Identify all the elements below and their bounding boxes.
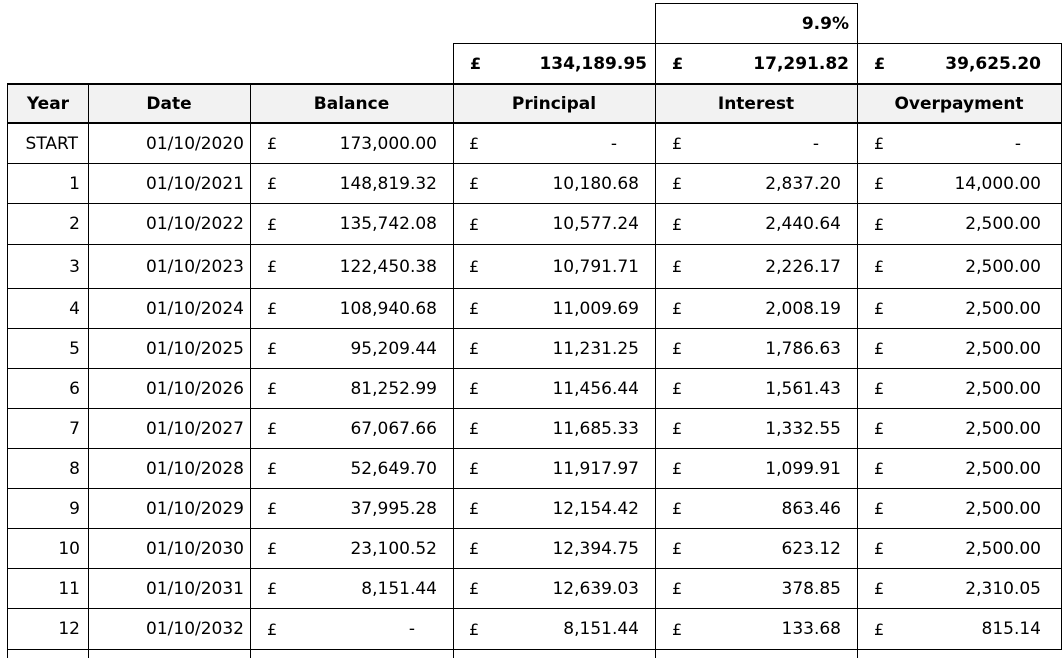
balance-cell[interactable] (250, 204, 454, 245)
interest-rate: 9.9% (801, 13, 849, 34)
currency-symbol: £ (267, 619, 278, 639)
principal-cell[interactable] (453, 489, 656, 529)
principal-value: 10,791.71 (552, 256, 639, 277)
currency-symbol: £ (672, 459, 683, 478)
currency-symbol: £ (267, 499, 278, 518)
interest-cell[interactable] (655, 449, 858, 489)
header-principal[interactable]: Principal (453, 83, 656, 124)
principal-cell[interactable] (453, 449, 656, 489)
interest-cell[interactable] (655, 164, 858, 204)
currency-symbol: £ (874, 379, 885, 398)
year-value: 10 (58, 538, 80, 559)
interest-value: 2,440.64 (765, 214, 841, 234)
currency-symbol: £ (469, 579, 480, 598)
year-value: 7 (69, 418, 80, 439)
currency-symbol: £ (672, 214, 683, 234)
overpayment-cell[interactable] (857, 529, 1062, 569)
principal-cell[interactable] (453, 409, 656, 449)
principal-cell[interactable] (453, 204, 656, 245)
date-value: 01/10/2025 (146, 338, 244, 359)
currency-symbol: £ (469, 339, 480, 358)
date-value: 01/10/2026 (146, 378, 244, 399)
currency-symbol: £ (267, 379, 278, 398)
balance-cell[interactable] (250, 569, 454, 609)
overpayment-cell[interactable] (857, 569, 1062, 609)
balance-cell[interactable] (250, 449, 454, 489)
currency-symbol: £ (469, 299, 480, 318)
year-cell[interactable] (7, 164, 89, 204)
total-interest: 17,291.82 (753, 53, 849, 74)
currency-symbol: £ (469, 619, 480, 639)
currency-symbol: £ (672, 339, 683, 358)
principal-value: 12,394.75 (552, 538, 639, 559)
interest-cell[interactable] (655, 124, 858, 164)
principal-value: 8,151.44 (563, 619, 639, 639)
year-value: 3 (69, 256, 80, 277)
date-cell[interactable] (88, 204, 251, 245)
overpayment-value: 2,500.00 (965, 458, 1041, 479)
year-value: 5 (69, 338, 80, 359)
interest-cell[interactable] (655, 204, 858, 245)
column-divider (857, 650, 858, 658)
principal-value: 11,685.33 (552, 418, 639, 439)
balance-value: 135,742.08 (339, 214, 437, 234)
year-value: 2 (69, 214, 80, 234)
currency-symbol: £ (672, 54, 684, 73)
currency-symbol: £ (874, 499, 885, 518)
balance-cell[interactable] (250, 409, 454, 449)
principal-value: 10,577.24 (552, 214, 639, 234)
balance-value: 95,209.44 (350, 338, 437, 359)
interest-cell[interactable] (655, 369, 858, 409)
balance-cell[interactable] (250, 609, 454, 650)
interest-value: 863.46 (781, 498, 841, 519)
currency-symbol: £ (267, 299, 278, 318)
principal-cell[interactable] (453, 289, 656, 329)
currency-symbol: £ (672, 257, 683, 276)
header-overpayment[interactable]: Overpayment (857, 83, 1062, 124)
interest-value: 1,561.43 (765, 378, 841, 399)
overpayment-cell[interactable] (857, 449, 1062, 489)
interest-value: 1,786.63 (765, 338, 841, 359)
currency-symbol: £ (469, 134, 480, 153)
interest-cell[interactable] (655, 289, 858, 329)
overpayment-value: - (1014, 133, 1021, 154)
overpayment-cell[interactable] (857, 489, 1062, 529)
currency-symbol: £ (469, 419, 480, 438)
balance-cell[interactable] (250, 289, 454, 329)
table-row-partial (7, 650, 8, 658)
overpayment-cell[interactable] (857, 124, 1062, 164)
currency-symbol: £ (267, 339, 278, 358)
balance-value: 67,067.66 (350, 418, 437, 439)
year-cell[interactable] (7, 204, 89, 245)
overpayment-value: 815.14 (981, 619, 1041, 639)
balance-cell[interactable] (250, 489, 454, 529)
currency-symbol: £ (267, 539, 278, 558)
interest-cell[interactable] (655, 609, 858, 650)
balance-cell[interactable] (250, 164, 454, 204)
year-value: 6 (69, 378, 80, 399)
balance-value: 148,819.32 (339, 173, 437, 194)
year-value: 1 (69, 173, 80, 194)
currency-symbol: £ (470, 54, 482, 73)
overpayment-value: 14,000.00 (954, 173, 1041, 194)
principal-cell[interactable] (453, 369, 656, 409)
interest-cell[interactable] (655, 245, 858, 289)
column-divider (88, 650, 89, 658)
year-cell[interactable] (7, 529, 89, 569)
date-cell[interactable] (88, 529, 251, 569)
interest-cell[interactable] (655, 329, 858, 369)
year-cell[interactable] (7, 569, 89, 609)
header-balance[interactable]: Balance (250, 83, 454, 124)
balance-value: 81,252.99 (350, 378, 437, 399)
balance-cell[interactable] (250, 529, 454, 569)
date-cell[interactable] (88, 569, 251, 609)
currency-symbol: £ (672, 299, 683, 318)
date-cell[interactable] (88, 245, 251, 289)
currency-symbol: £ (874, 174, 885, 193)
overpayment-cell[interactable] (857, 289, 1062, 329)
interest-cell[interactable] (655, 529, 858, 569)
interest-value: 2,008.19 (765, 298, 841, 319)
date-cell[interactable] (88, 489, 251, 529)
balance-value: 52,649.70 (350, 458, 437, 479)
currency-symbol: £ (874, 419, 885, 438)
header-date[interactable]: Date (88, 83, 251, 124)
date-value: 01/10/2023 (146, 256, 244, 277)
overpayment-value: 2,500.00 (965, 256, 1041, 277)
currency-symbol: £ (267, 174, 278, 193)
year-value: 8 (69, 458, 80, 479)
overpayment-value: 2,500.00 (965, 298, 1041, 319)
balance-value: 23,100.52 (350, 538, 437, 559)
currency-symbol: £ (469, 214, 480, 234)
date-value: 01/10/2032 (146, 619, 244, 639)
interest-value: 2,837.20 (765, 173, 841, 194)
principal-cell[interactable] (453, 569, 656, 609)
overpayment-cell[interactable] (857, 609, 1062, 650)
balance-value: - (408, 619, 415, 639)
total-principal: 134,189.95 (539, 53, 647, 74)
interest-value: 378.85 (781, 578, 841, 599)
principal-cell[interactable] (453, 164, 656, 204)
currency-symbol: £ (469, 459, 480, 478)
interest-value: 2,226.17 (765, 256, 841, 277)
balance-cell[interactable] (250, 369, 454, 409)
date-cell[interactable] (88, 609, 251, 650)
currency-symbol: £ (874, 539, 885, 558)
currency-symbol: £ (267, 459, 278, 478)
balance-cell[interactable] (250, 245, 454, 289)
currency-symbol: £ (469, 379, 480, 398)
column-divider (250, 650, 251, 658)
year-value: 11 (58, 578, 80, 599)
overpayment-cell[interactable] (857, 164, 1062, 204)
year-value: 4 (69, 298, 80, 319)
principal-value: 11,456.44 (552, 378, 639, 399)
overpayment-cell[interactable] (857, 369, 1062, 409)
principal-value: 11,009.69 (552, 298, 639, 319)
date-value: 01/10/2030 (146, 538, 244, 559)
currency-symbol: £ (672, 379, 683, 398)
overpayment-cell[interactable] (857, 245, 1062, 289)
currency-symbol: £ (874, 339, 885, 358)
date-value: 01/10/2022 (146, 214, 244, 234)
principal-value: 12,639.03 (552, 578, 639, 599)
currency-symbol: £ (267, 579, 278, 598)
balance-value: 108,940.68 (339, 298, 437, 319)
principal-cell[interactable] (453, 529, 656, 569)
currency-symbol: £ (267, 214, 278, 234)
principal-cell[interactable] (453, 245, 656, 289)
currency-symbol: £ (469, 499, 480, 518)
year-value: 9 (69, 498, 80, 519)
overpayment-value: 2,500.00 (965, 214, 1041, 234)
principal-value: 11,231.25 (552, 338, 639, 359)
interest-value: 623.12 (781, 538, 841, 559)
date-value: 01/10/2028 (146, 458, 244, 479)
year-value: 12 (58, 619, 80, 639)
overpayment-value: 2,500.00 (965, 498, 1041, 519)
interest-cell[interactable] (655, 569, 858, 609)
year-cell[interactable] (7, 489, 89, 529)
principal-value: 11,917.97 (552, 458, 639, 479)
currency-symbol: £ (267, 134, 278, 153)
date-value: 01/10/2020 (146, 133, 244, 154)
header-year[interactable]: Year (7, 83, 89, 124)
date-cell[interactable] (88, 289, 251, 329)
header-interest[interactable]: Interest (655, 83, 858, 124)
date-cell[interactable] (88, 449, 251, 489)
interest-value: 133.68 (781, 619, 841, 639)
overpayment-value: 2,500.00 (965, 418, 1041, 439)
year-cell[interactable] (7, 124, 89, 164)
date-cell[interactable] (88, 409, 251, 449)
currency-symbol: £ (874, 459, 885, 478)
currency-symbol: £ (874, 257, 885, 276)
date-value: 01/10/2031 (146, 578, 244, 599)
currency-symbol: £ (672, 499, 683, 518)
currency-symbol: £ (469, 257, 480, 276)
date-value: 01/10/2021 (146, 173, 244, 194)
date-value: 01/10/2027 (146, 418, 244, 439)
date-cell[interactable] (88, 164, 251, 204)
principal-value: 12,154.42 (552, 498, 639, 519)
balance-value: 122,450.38 (339, 256, 437, 277)
year-cell[interactable] (7, 289, 89, 329)
interest-value: - (812, 133, 819, 154)
currency-symbol: £ (672, 619, 683, 639)
overpayment-value: 2,310.05 (965, 578, 1041, 599)
balance-cell[interactable] (250, 329, 454, 369)
interest-rate-cell[interactable] (655, 3, 858, 43)
currency-symbol: £ (672, 579, 683, 598)
total-overpayment-cell[interactable] (857, 43, 1062, 84)
currency-symbol: £ (672, 539, 683, 558)
principal-cell[interactable] (453, 609, 656, 650)
principal-cell[interactable] (453, 329, 656, 369)
year-cell[interactable] (7, 449, 89, 489)
year-cell[interactable] (7, 609, 89, 650)
principal-cell[interactable] (453, 124, 656, 164)
overpayment-cell[interactable] (857, 329, 1062, 369)
overpayment-value: 2,500.00 (965, 538, 1041, 559)
currency-symbol: £ (267, 257, 278, 276)
interest-value: 1,332.55 (765, 418, 841, 439)
currency-symbol: £ (469, 174, 480, 193)
date-value: 01/10/2024 (146, 298, 244, 319)
column-divider (655, 650, 656, 658)
date-cell[interactable] (88, 369, 251, 409)
currency-symbol: £ (267, 419, 278, 438)
total-overpayment: 39,625.20 (945, 53, 1041, 74)
total-interest-cell[interactable] (655, 43, 858, 84)
principal-value: 10,180.68 (552, 173, 639, 194)
currency-symbol: £ (469, 539, 480, 558)
overpayment-value: 2,500.00 (965, 338, 1041, 359)
overpayment-cell[interactable] (857, 204, 1062, 245)
year-cell[interactable] (7, 329, 89, 369)
column-divider (453, 650, 454, 658)
balance-value: 37,995.28 (350, 498, 437, 519)
currency-symbol: £ (672, 134, 683, 153)
currency-symbol: £ (874, 579, 885, 598)
currency-symbol: £ (874, 134, 885, 153)
currency-symbol: £ (874, 619, 885, 639)
currency-symbol: £ (874, 54, 886, 73)
date-value: 01/10/2029 (146, 498, 244, 519)
currency-symbol: £ (874, 299, 885, 318)
date-cell[interactable] (88, 124, 251, 164)
year-cell[interactable] (7, 245, 89, 289)
interest-cell[interactable] (655, 489, 858, 529)
interest-value: 1,099.91 (765, 458, 841, 479)
year-cell[interactable] (7, 409, 89, 449)
year-cell[interactable] (7, 369, 89, 409)
balance-value: 173,000.00 (339, 133, 437, 154)
currency-symbol: £ (874, 214, 885, 234)
currency-symbol: £ (672, 174, 683, 193)
overpayment-cell[interactable] (857, 409, 1062, 449)
total-principal-cell[interactable] (453, 43, 656, 84)
balance-value: 8,151.44 (361, 578, 437, 599)
year-value: START (25, 133, 78, 154)
currency-symbol: £ (672, 419, 683, 438)
interest-cell[interactable] (655, 409, 858, 449)
principal-value: - (610, 133, 617, 154)
overpayment-value: 2,500.00 (965, 378, 1041, 399)
balance-cell[interactable] (250, 124, 454, 164)
date-cell[interactable] (88, 329, 251, 369)
